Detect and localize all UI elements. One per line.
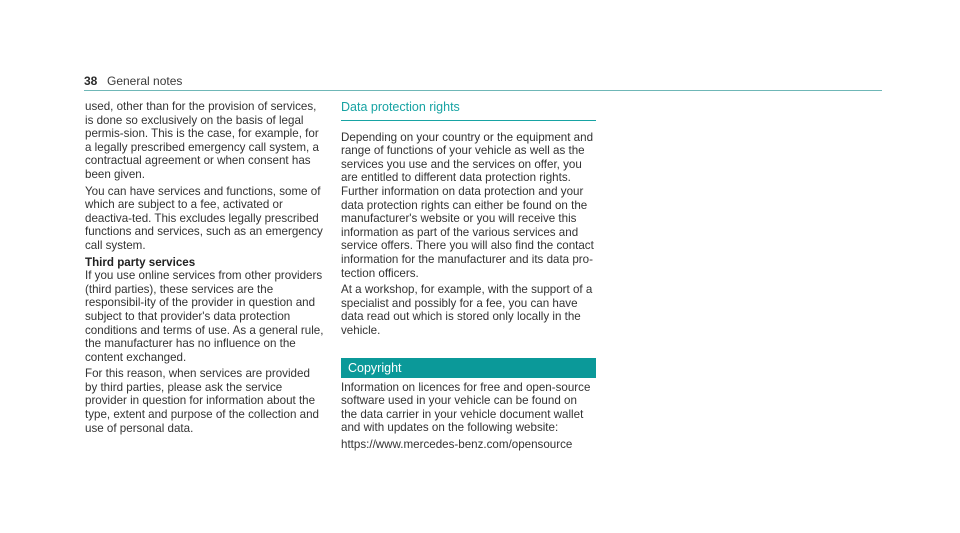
paragraph-services-fee: You can have services and functions, some of which are subject to a fee, activated or deactiva-ted. This excludes legally prescribed functions and services, such as an emergency call system. xyxy=(85,184,323,252)
paragraph-licences: Information on licences for free and open-source software used in your vehicle can be found on the data carrier in your vehicle document wallet and with updates on the following website: xyxy=(341,380,591,435)
paragraph-rights: Depending on your country or the equipment and range of functions of your vehicle as well as the services you use and the services on offer, you are entitled to different data protection rights. Further information on data protection and your data protection rights can either be found on the manufacturer's website or you will receive this information as part of the various services and service offers. There you will also find the contact information for the manufacturer and its data pro-tection officers. xyxy=(341,130,594,280)
paragraph-third-party-info: For this reason, when services are provided by third parties, please ask the service provider in question for information about the type, extent and purpose of the collection and use of personal data. xyxy=(85,367,319,435)
third-party-heading: Third party services xyxy=(85,255,196,269)
left-column xyxy=(85,100,325,438)
page-header xyxy=(84,72,882,91)
copyright-heading: Copyright xyxy=(341,358,596,378)
right-column xyxy=(341,100,596,454)
paragraph-third-party: If you use online services from other providers (third parties), these services are the responsibil-ity of the provider in question and subject to that provider's data protection conditions and terms of use. As a general rule, the manufacturer has no influence on the content exchanged. xyxy=(85,269,324,364)
opensource-url: https://www.mercedes-benz.com/opensource xyxy=(341,437,573,451)
header-title: General notes xyxy=(107,74,183,88)
page-number: 38 xyxy=(84,74,98,88)
data-protection-rights-heading: Data protection rights xyxy=(341,101,596,121)
paragraph-workshop: At a workshop, for example, with the support of a specialist and possibly for a fee, you can have data read out which is stored only locally in the vehicle. xyxy=(341,283,593,337)
paragraph-legal-basis: used, other than for the provision of services, is done so exclusively on the basis of legal permis-sion. This is the case, for example, for a legally prescribed emergency call system, a contractual agreement or when consent has been given. xyxy=(85,100,319,181)
